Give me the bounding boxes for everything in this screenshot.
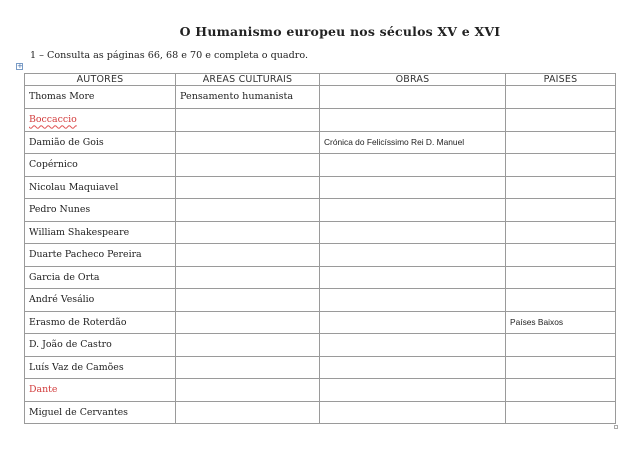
cell-autor[interactable]: Nicolau Maquiavel (25, 176, 176, 199)
cell-obra[interactable] (320, 401, 506, 424)
cell-autor[interactable]: Pedro Nunes (25, 199, 176, 222)
cell-autor[interactable]: D. João de Castro (25, 334, 176, 357)
cell-pais[interactable] (506, 379, 616, 402)
cell-pais[interactable] (506, 401, 616, 424)
cell-obra[interactable] (320, 266, 506, 289)
cell-autor[interactable]: Thomas More (25, 86, 176, 109)
cell-area[interactable] (176, 356, 320, 379)
cell-obra[interactable] (320, 311, 506, 334)
table-row (25, 86, 616, 109)
cell-obra[interactable] (320, 289, 506, 312)
cell-area[interactable] (176, 401, 320, 424)
table-row (25, 176, 616, 199)
cell-obra[interactable] (320, 176, 506, 199)
table-row (25, 131, 616, 154)
cell-obra[interactable] (320, 199, 506, 222)
cell-pais[interactable] (506, 334, 616, 357)
header-obras[interactable]: OBRAS (320, 74, 506, 86)
table-row (25, 244, 616, 267)
table-row (25, 266, 616, 289)
cell-area[interactable] (176, 176, 320, 199)
cell-autor[interactable]: Miguel de Cervantes (25, 401, 176, 424)
cell-area[interactable]: Pensamento humanista (176, 86, 320, 109)
cell-obra[interactable] (320, 334, 506, 357)
table-row (25, 221, 616, 244)
cell-autor[interactable]: Boccaccio (25, 109, 176, 132)
header-paises[interactable]: PAÍSES (506, 74, 616, 86)
cell-obra[interactable]: Crónica do Felicíssimo Rei D. Manuel (320, 131, 506, 154)
page-title: O Humanismo europeu nos séculos XV e XVI (179, 24, 501, 39)
header-areas-culturais[interactable]: ÁREAS CULTURAIS (176, 74, 320, 86)
table-row (25, 379, 616, 402)
header-autores[interactable]: AUTORES (25, 74, 176, 86)
cell-autor[interactable]: Duarte Pacheco Pereira (25, 244, 176, 267)
cell-pais[interactable] (506, 131, 616, 154)
cell-area[interactable] (176, 244, 320, 267)
cell-area[interactable] (176, 154, 320, 177)
cell-pais[interactable] (506, 221, 616, 244)
cell-obra[interactable] (320, 379, 506, 402)
cell-obra[interactable] (320, 109, 506, 132)
cell-autor[interactable]: André Vesálio (25, 289, 176, 312)
cell-pais[interactable] (506, 154, 616, 177)
cell-autor[interactable]: Erasmo de Roterdão (25, 311, 176, 334)
cell-autor[interactable]: Luís Vaz de Camões (25, 356, 176, 379)
cell-area[interactable] (176, 131, 320, 154)
cell-autor[interactable]: Dante (25, 379, 176, 402)
cell-area[interactable] (176, 221, 320, 244)
instruction-text: 1 – Consulta as páginas 66, 68 e 70 e completa o quadro. (30, 50, 309, 61)
cell-pais[interactable] (506, 356, 616, 379)
cell-autor[interactable]: Garcia de Orta (25, 266, 176, 289)
table-header-row (25, 74, 616, 86)
cell-area[interactable] (176, 109, 320, 132)
cell-pais[interactable]: Países Baixos (506, 311, 616, 334)
cell-area[interactable] (176, 379, 320, 402)
table-row (25, 401, 616, 424)
cell-pais[interactable] (506, 176, 616, 199)
table-row (25, 109, 616, 132)
authors-table (24, 73, 616, 424)
table-resize-icon[interactable] (614, 425, 618, 429)
table-row (25, 334, 616, 357)
cell-obra[interactable] (320, 244, 506, 267)
table-move-icon[interactable]: + (17, 62, 23, 70)
cell-area[interactable] (176, 266, 320, 289)
cell-pais[interactable] (506, 86, 616, 109)
cell-area[interactable] (176, 199, 320, 222)
table-row (25, 199, 616, 222)
cell-pais[interactable] (506, 244, 616, 267)
table-row (25, 356, 616, 379)
table-row (25, 154, 616, 177)
cell-autor[interactable]: William Shakespeare (25, 221, 176, 244)
cell-obra[interactable] (320, 356, 506, 379)
cell-pais[interactable] (506, 266, 616, 289)
table-row (25, 311, 616, 334)
cell-obra[interactable] (320, 221, 506, 244)
cell-area[interactable] (176, 289, 320, 312)
cell-pais[interactable] (506, 109, 616, 132)
cell-pais[interactable] (506, 289, 616, 312)
cell-pais[interactable] (506, 199, 616, 222)
cell-autor[interactable]: Copérnico (25, 154, 176, 177)
cell-obra[interactable] (320, 86, 506, 109)
cell-area[interactable] (176, 334, 320, 357)
cell-obra[interactable] (320, 154, 506, 177)
cell-area[interactable] (176, 311, 320, 334)
cell-autor[interactable]: Damião de Gois (25, 131, 176, 154)
table-row (25, 289, 616, 312)
